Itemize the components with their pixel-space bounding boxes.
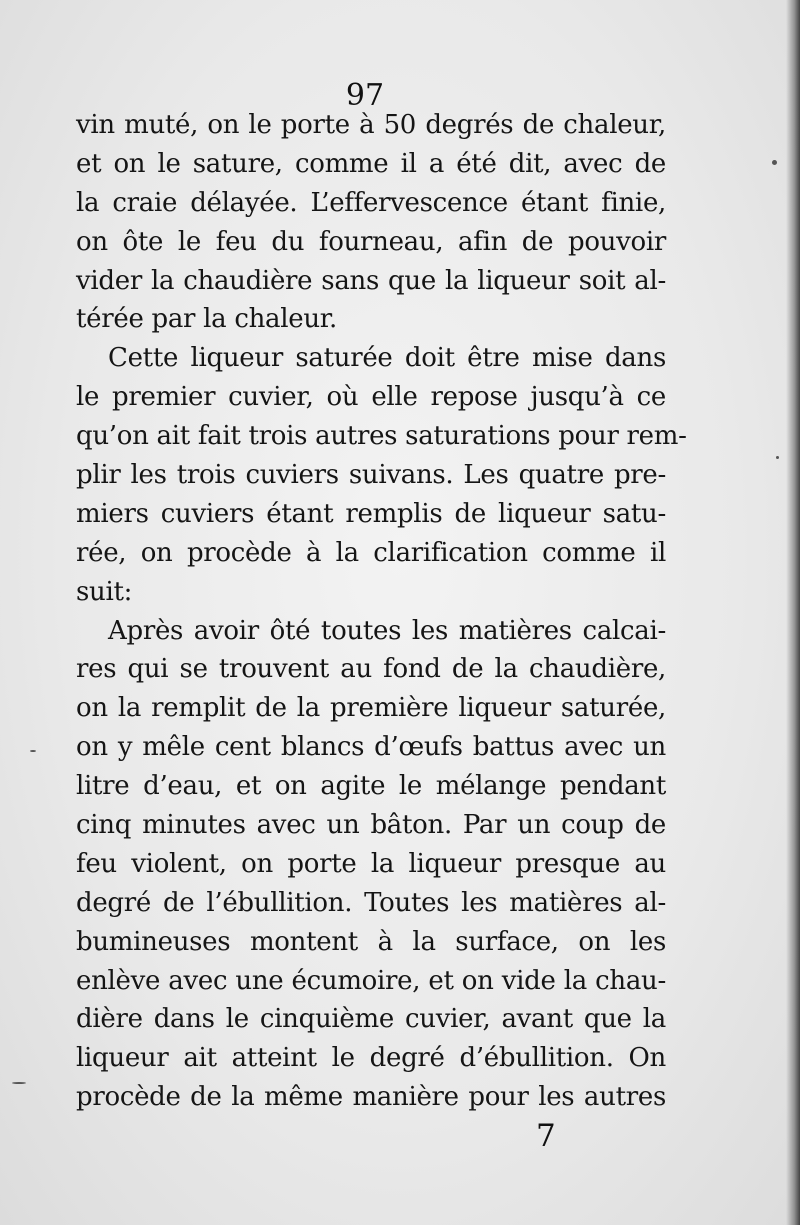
signature-mark: 7 [536, 1118, 556, 1154]
text-line: vin muté, on le porte à 50 degrés de chaleur, [76, 110, 666, 140]
text-line: on y mêle cent blancs d’œufs battus avec un [76, 732, 666, 763]
text-line: feu violent, on porte la liqueur presque au [76, 848, 666, 879]
text-line: on la remplit de la première liqueur saturée, [76, 693, 666, 724]
text-line: et on le sature, comme il a été dit, avec de [76, 148, 666, 179]
text-line: vider la chaudière sans que la liqueur soit al- [76, 265, 666, 296]
text-line: térée par la chaleur. [76, 304, 338, 335]
text-line: plir les trois cuviers suivans. Les quatre pre- [76, 460, 666, 491]
text-line: degré de l’ébullition. Toutes les matières al- [76, 887, 666, 918]
paper-speck [772, 160, 777, 165]
page-number: 97 [345, 78, 385, 113]
text-line: cinq minutes avec un bâton. Par un coup de [76, 810, 666, 841]
paper-speck [30, 750, 36, 752]
text-line: la craie délayée. L’effervescence étant finie, [76, 187, 666, 218]
text-line: on ôte le feu du fourneau, afin de pouvoir [76, 226, 666, 257]
paper-speck [12, 1082, 26, 1084]
text-line: qu’on ait fait trois autres saturations pour rem- [76, 421, 687, 452]
text-line: miers cuviers étant remplis de liqueur satu- [76, 498, 666, 529]
text-line: enlève avec une écumoire, et on vide la chau- [76, 965, 666, 996]
text-line: le premier cuvier, où elle repose jusqu’à ce [76, 382, 666, 413]
text-line: suit: [76, 576, 133, 607]
text-line: Après avoir ôté toutes les matières calcai- [108, 615, 666, 646]
text-line: bumineuses montent à la surface, on les [76, 926, 666, 957]
text-line: Cette liqueur saturée doit être mise dans [108, 343, 666, 374]
text-line: procède de la même manière pour les autres [76, 1082, 666, 1113]
text-line: dière dans le cinquième cuvier, avant que la [76, 1004, 666, 1035]
text-line: litre d’eau, et on agite le mélange pendant [76, 771, 666, 802]
text-line: liqueur ait atteint le degré d’ébullition. On [76, 1043, 666, 1074]
body-text [76, 106, 687, 1117]
paper-speck [776, 456, 779, 459]
text-line: rée, on procède à la clarification comme il [76, 537, 666, 568]
text-line: res qui se trouvent au fond de la chaudière, [76, 654, 666, 685]
